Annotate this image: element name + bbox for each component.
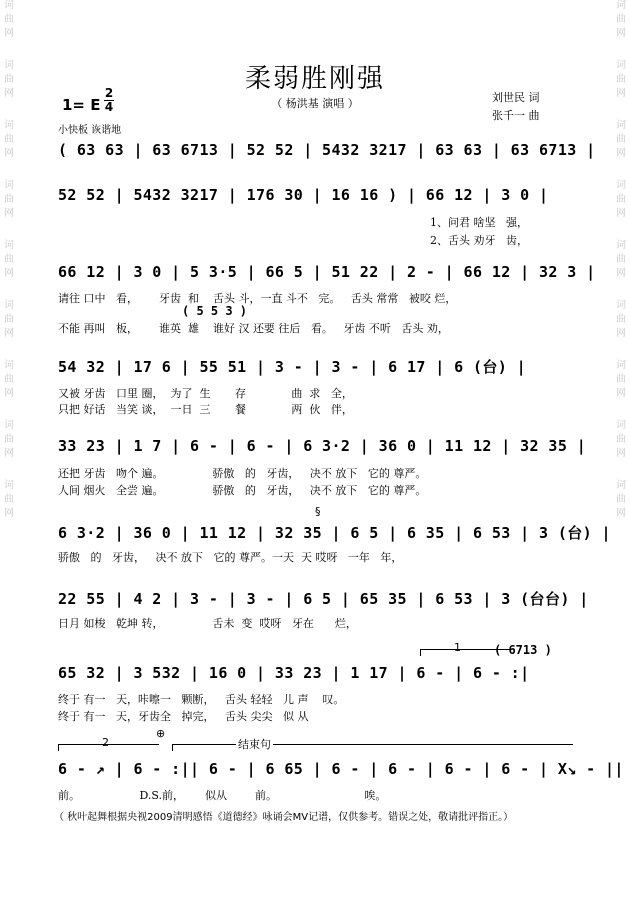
watermark-char: 词 [616, 0, 626, 11]
score-row-8: 65 32 | 3 532 | 16 0 | 33 23 | 1 17 | 6 - | 6 - :| [58, 664, 530, 682]
watermark-char: 曲 [4, 434, 14, 445]
watermark-char: 曲 [4, 74, 14, 85]
watermark-char: 网 [616, 28, 626, 39]
coda-bracket [172, 744, 573, 751]
watermark-char: 曲 [4, 494, 14, 505]
watermark-char: 网 [4, 148, 14, 159]
watermark-char: 词 [4, 180, 14, 191]
watermark-char: 词 [616, 420, 626, 431]
watermark-char: 曲 [4, 374, 14, 385]
watermark-char: 网 [4, 268, 14, 279]
lyric-row-3-v2: 不能 再叫 板， 谁英 雄 谁好 汉 还要 往后 看。 牙齿 不听 舌头 劝， [58, 322, 449, 335]
watermark-char: 词 [616, 60, 626, 71]
performer: （ 杨洪基 演唱 ） [271, 97, 359, 110]
volta-1-label: 1 [454, 641, 461, 654]
score-row-4: 54 32 | 17 6 | 55 51 | 3 - | 3 - | 6 17 | 6 (台) | [58, 358, 527, 376]
watermark-char: 词 [616, 240, 626, 251]
watermark-char: 曲 [4, 14, 14, 25]
watermark-char: 网 [4, 208, 14, 219]
tempo-marking: 小快板 诙谐地 [58, 125, 122, 136]
watermark-char: 词 [616, 120, 626, 131]
watermark-char: 曲 [616, 254, 626, 265]
lyric-row-4-v1: 又被 牙齿 口里 圈， 为了 生 存 曲 求 全， [58, 387, 353, 400]
watermark-char: 曲 [616, 434, 626, 445]
score-row-5: 33 23 | 1 7 | 6 - | 6 - | 6 3·2 | 36 0 | 11 12 | 32 35 | [58, 437, 587, 455]
lyric-row-2-v2: 2、舌头 劝牙 齿， [430, 234, 528, 247]
watermark-char: 曲 [616, 494, 626, 505]
watermark-char: 网 [4, 448, 14, 459]
watermark-char: 网 [4, 508, 14, 519]
watermark-char: 词 [4, 120, 14, 131]
watermark-char: 网 [4, 328, 14, 339]
alt-notes-row-3: ( 5 5 3 ) [182, 304, 248, 318]
score-row-6: 6 3·2 | 36 0 | 11 12 | 32 35 | 6 5 | 6 35 | 6 53 | 3 (台) | [58, 524, 611, 542]
watermark-char: 网 [616, 328, 626, 339]
score-row-2: 52 52 | 5432 3217 | 176 30 | 16 16 ) | 66 12 | 3 0 | [58, 186, 549, 204]
footnote: （ 秋叶起舞根据央视2009清明感悟《道德经》咏诵会MV记谱，仅供参考。错误之处，敬请批评指正。） [54, 812, 514, 823]
watermark-char: 网 [616, 508, 626, 519]
watermark-char: 曲 [616, 314, 626, 325]
watermark-char: 词 [616, 360, 626, 371]
score-row-9: 6 - ↗ | 6 - :|| 6 - | 6 65 | 6 - | 6 - | 6 - | 6 - | X↘ - || [58, 760, 624, 778]
lyric-row-4-v2: 只把 好话 当笑 谈， 一日 三 餐 两 伙 伴， [58, 403, 353, 416]
watermark-char: 网 [616, 448, 626, 459]
lyric-row-5-v2: 人间 烟火 全尝 遍。 骄傲 的 牙齿， 决不 放下 它的 尊严。 [58, 484, 427, 497]
composer: 张千一 曲 [492, 109, 540, 122]
watermark-char: 网 [616, 88, 626, 99]
song-title: 柔弱胜刚强 [244, 64, 385, 94]
watermark-char: 曲 [4, 194, 14, 205]
watermark-char: 词 [4, 360, 14, 371]
watermark-char: 网 [616, 388, 626, 399]
time-signature [104, 87, 114, 114]
coda-label: 结束句 [238, 738, 271, 751]
watermark-char: 曲 [616, 14, 626, 25]
watermark-char: 网 [4, 28, 14, 39]
segno-icon: § [315, 505, 321, 518]
coda-icon: ⊕ [156, 727, 166, 740]
key-signature: 1= E [62, 96, 101, 114]
watermark-char: 网 [616, 268, 626, 279]
watermark-char: 网 [616, 208, 626, 219]
time-top: 2 [104, 86, 114, 100]
watermark-char: 词 [616, 180, 626, 191]
watermark-char: 词 [4, 420, 14, 431]
watermark-char: 词 [4, 300, 14, 311]
lyric-row-2-v1: 1、问君 啥坚 强， [430, 216, 528, 229]
score-row-7: 22 55 | 4 2 | 3 - | 3 - | 6 5 | 65 35 | 6 53 | 3 (台台) | [58, 590, 589, 608]
watermark-char: 曲 [616, 134, 626, 145]
watermark-char: 词 [4, 60, 14, 71]
lyric-row-5-v1: 还把 牙齿 吻个 遍。 骄傲 的 牙齿， 决不 放下 它的 尊严。 [58, 467, 427, 480]
lyric-row-9-v1: 前。 D.S.前， 似从 前。 唉。 [58, 789, 387, 802]
watermark-char: 网 [4, 388, 14, 399]
lyric-row-8-v1: 终于 有一 天，咔嚓一 颗断， 舌头 轻轻 儿 声 叹。 [58, 693, 345, 706]
watermark-char: 词 [616, 300, 626, 311]
watermark-left [2, 0, 16, 909]
time-bottom: 4 [104, 100, 114, 114]
volta-2-label: 2 [102, 736, 109, 749]
lyric-row-3-v1: 请往 口中 看， 牙齿 和 舌头 斗，一直 斗不 完。 舌头 常常 被咬 烂， [58, 292, 457, 305]
lyricist: 刘世民 词 [492, 91, 540, 104]
watermark-char: 网 [4, 88, 14, 99]
score-row-3: 66 12 | 3 0 | 5 3·5 | 66 5 | 51 22 | 2 - | 66 12 | 32 3 | [58, 263, 596, 281]
lyric-row-7-v1: 日月 如梭 乾坤 转， 舌未 变 哎呀 牙在 烂， [58, 617, 357, 630]
watermark-char: 曲 [4, 134, 14, 145]
watermark-char: 词 [4, 240, 14, 251]
watermark-char: 曲 [4, 314, 14, 325]
score-row-1: ( 63 63 | 63 6713 | 52 52 | 5432 3217 | 63 63 | 63 6713 | [58, 141, 596, 159]
watermark-char: 曲 [4, 254, 14, 265]
watermark-char: 词 [4, 0, 14, 11]
lyric-row-8-v2: 终于 有一 天，牙齿全 掉完， 舌头 尖尖 似 从 [58, 710, 309, 723]
watermark-char: 曲 [616, 74, 626, 85]
repeat-notes: ( 6713 ) [494, 643, 552, 657]
watermark-char: 网 [616, 148, 626, 159]
watermark-char: 词 [616, 480, 626, 491]
lyric-row-6-v1: 骄傲 的 牙齿， 决不 放下 它的 尊严。一天 天 哎呀 一年 年， [58, 551, 403, 564]
watermark-char: 曲 [616, 194, 626, 205]
watermark-char: 词 [4, 480, 14, 491]
watermark-char: 曲 [616, 374, 626, 385]
